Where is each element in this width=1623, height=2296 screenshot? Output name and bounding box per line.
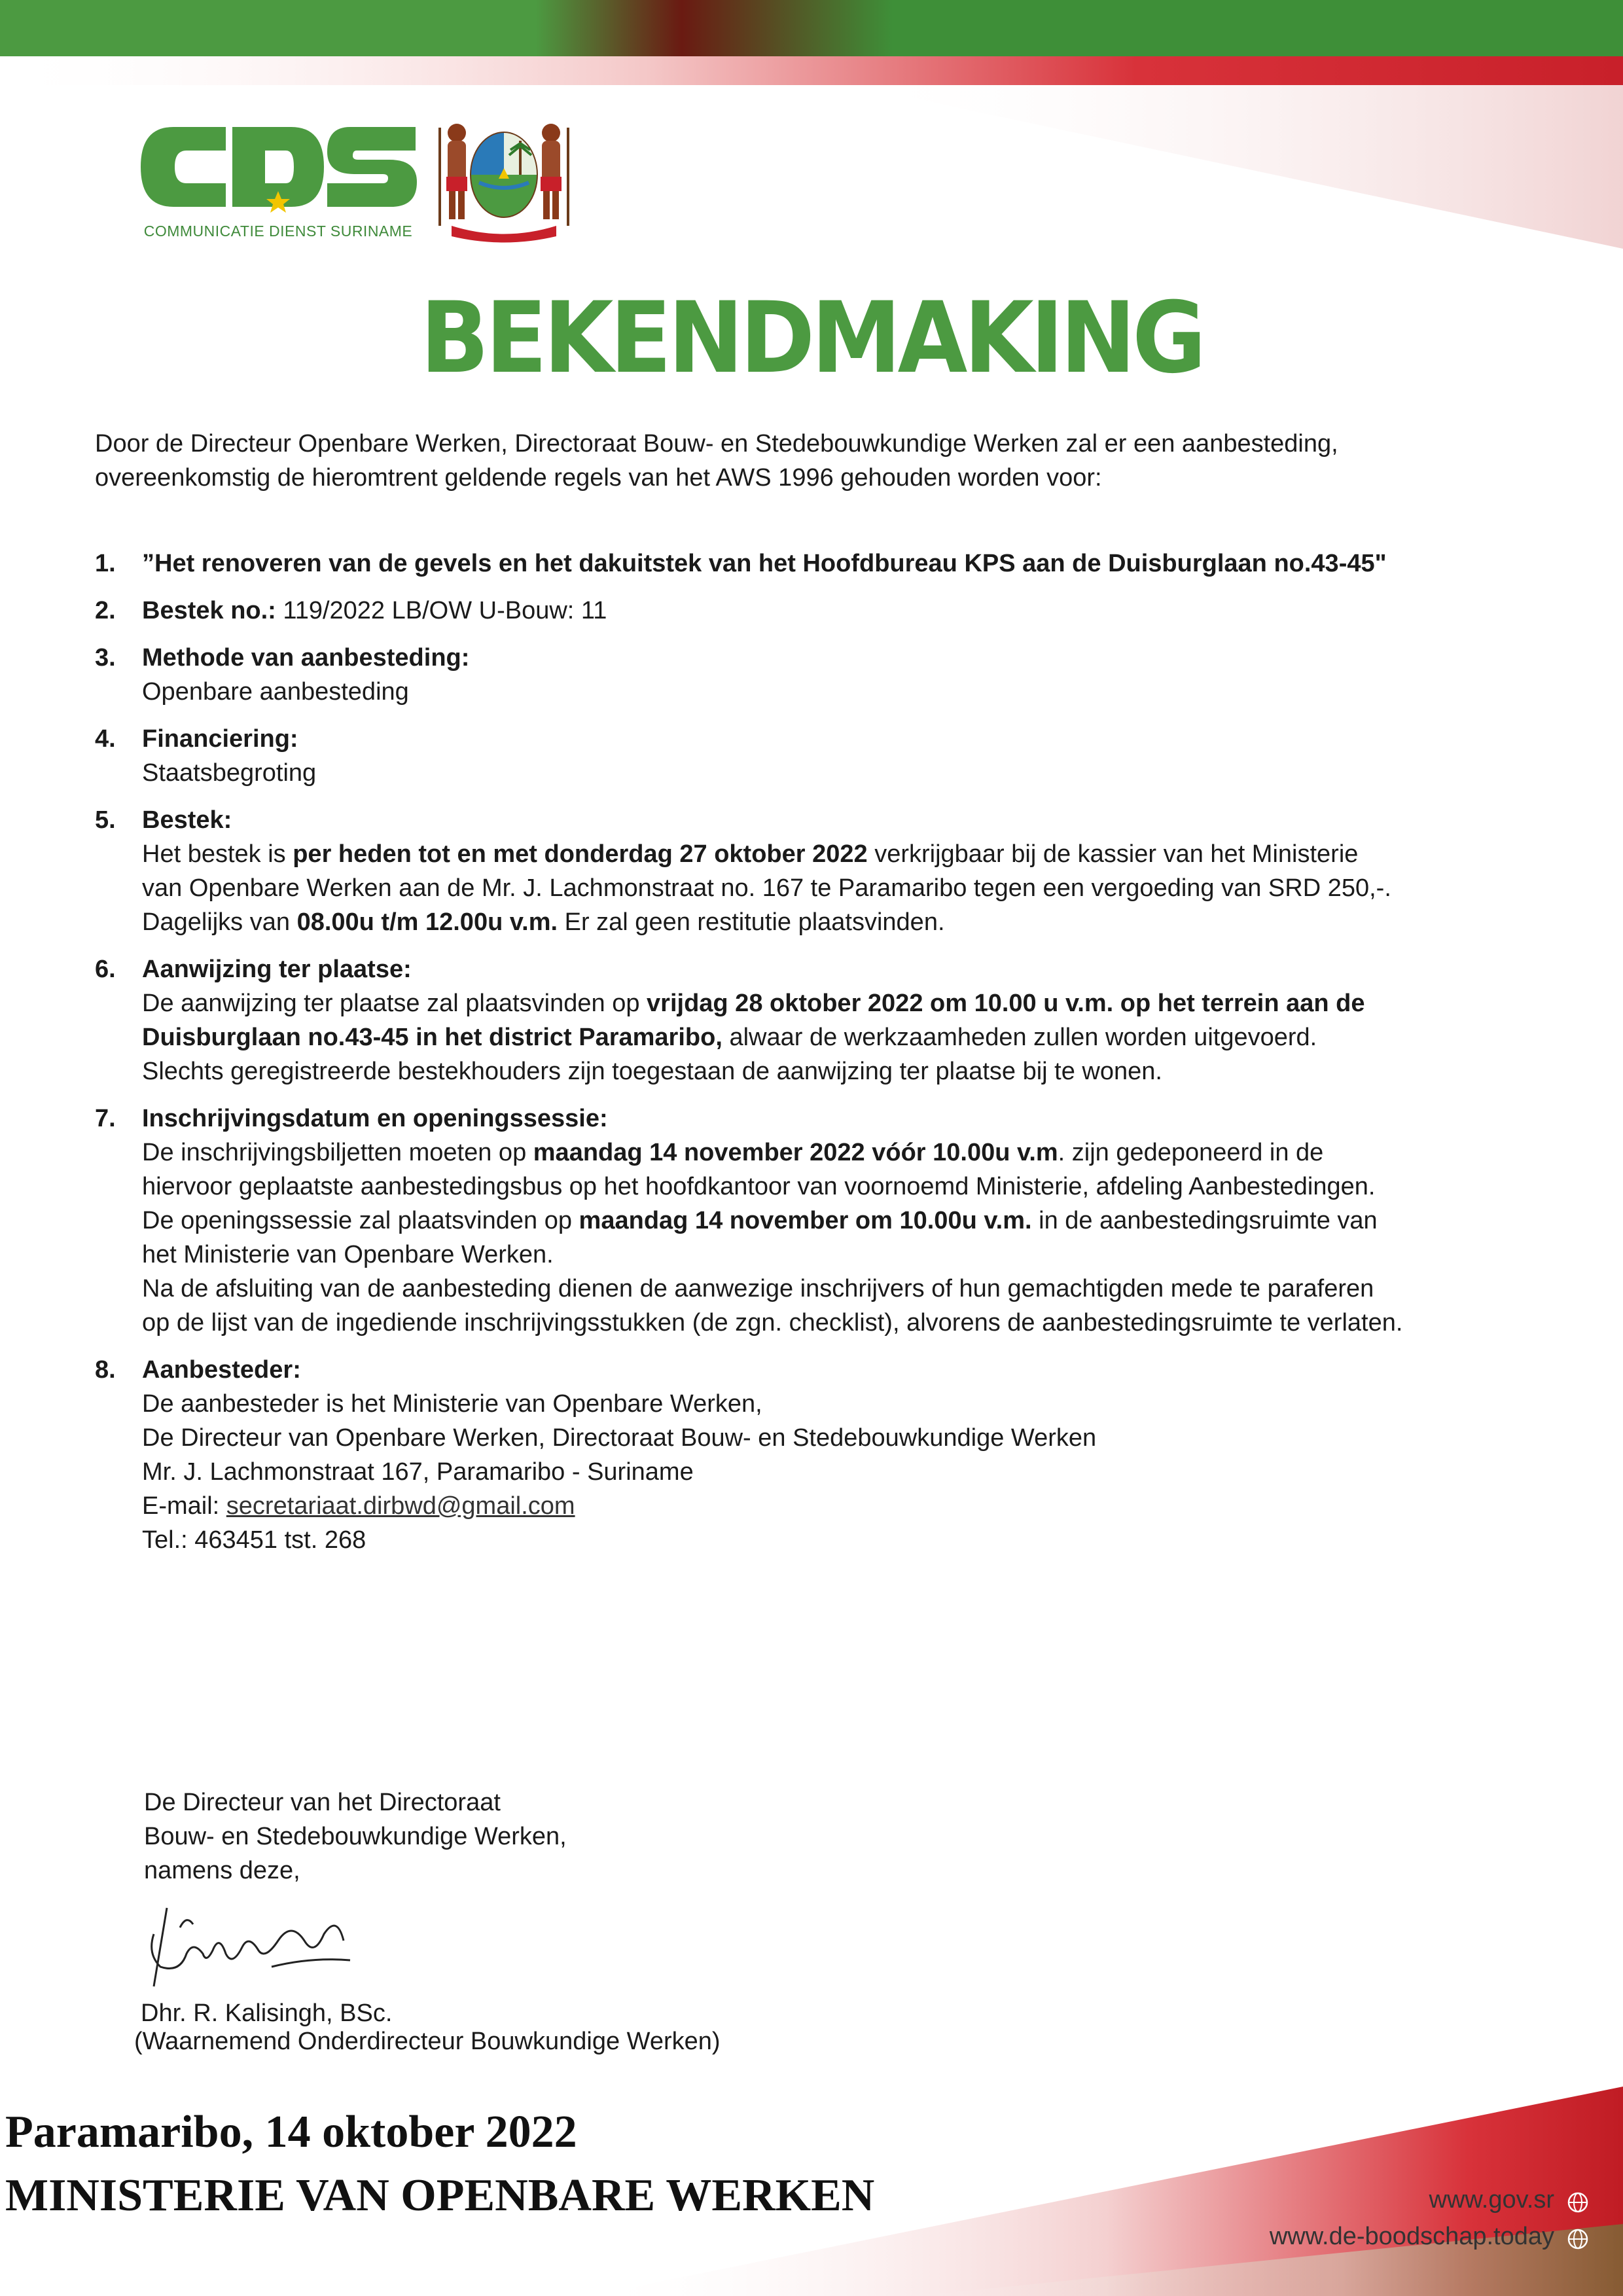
item-text: Na de afsluiting van de aanbesteding dienen de aanwezige inschrijvers of hun gemachtigden mede te paraferen op de lijst van de ingediende inschrijvingsstukken (de zgn. checklist), alvorens de aanbestedingsruimte te verlaten. [142,1275,1403,1336]
coat-of-arms-icon [425,115,582,245]
ministry-name: MINISTERIE VAN OPENBARE WERKEN [5,2170,875,2221]
list-number: 1. [95,550,116,577]
signer-role: (Waarnemend Onderdirecteur Bouwkundige Werken) [134,2028,721,2055]
phone-line: Tel.: 463451 tst. 268 [142,1526,366,1554]
item-label: Methode van aanbesteding: [142,644,470,672]
list-number: 6. [95,956,116,983]
announcement-list [95,547,1404,1570]
item-value: Openbare aanbesteding [142,678,409,706]
website-link-boodschap[interactable]: www.de-boodschap.today [1269,2223,1554,2250]
item-text: verkrijgbaar bij de kassier van het Ministerie van Openbare Werken aan de Mr. J. Lachmonstraat no. 167 te Paramaribo tegen een vergoeding van SRD 250,-. Dagelijks van [142,840,1391,936]
project-title: ”Het renoveren van de gevels en het dakuitstek van het Hoofdbureau KPS aan de Duisburglaan no.43-45" [142,550,1387,577]
item-text-bold: maandag 14 november om 10.00u v.m. [579,1207,1032,1234]
list-number: 2. [95,597,116,624]
globe-icon [1567,2191,1589,2214]
item-text: Er zal geen restitutie plaatsvinden. [558,908,945,936]
list-number: 3. [95,644,116,672]
item-text: alwaar de werkzaamheden zullen worden uitgevoerd. Slechts geregistreerde bestekhouders zijn toegestaan de aanwijzing ter plaatse bij te wonen. [142,1024,1317,1085]
list-item-4 [95,722,1404,790]
list-number: 4. [95,725,116,753]
item-text-bold: 08.00u t/m 12.00u v.m. [296,908,558,936]
header-decoration [0,0,1623,85]
list-item-1 [95,547,1404,581]
list-item-8 [95,1353,1404,1557]
item-text-bold: maandag 14 november 2022 vóór 10.00u v.m [533,1139,1058,1166]
item-label: Inschrijvingsdatum en openingssessie: [142,1105,608,1132]
page-title: BEKENDMAKING [420,281,1203,395]
list-item-7 [95,1102,1404,1340]
signer-name: Dhr. R. Kalisingh, BSc. [141,2000,393,2027]
signoff-line: namens deze, [144,1857,300,1884]
item-label: Aanbesteder: [142,1356,301,1384]
header-wedge-decoration [851,85,1623,249]
email-line [142,1489,1404,1523]
item-label: Bestek: [142,806,232,834]
list-item-5 [95,803,1404,939]
list-item-6 [95,952,1404,1088]
item-text: De inschrijvingsbiljetten moeten op [142,1139,533,1166]
item-text: . zijn gedeponeerd in de hiervoor geplaatste aanbestedingsbus op het hoofdkantoor van voornoemd Ministerie, afdeling Aanbestedingen. De openingssessie zal plaatsvinden op [142,1139,1376,1234]
item-label: Financiering: [142,725,298,753]
item-label: Aanwijzing ter plaatse: [142,956,412,983]
logo-subtitle: COMMUNICATIE DIENST SURINAME [143,223,413,240]
item-value: 119/2022 LB/OW U-Bouw: 11 [276,597,607,624]
address-line: De Directeur van Openbare Werken, Directoraat Bouw- en Stedebouwkundige Werken [142,1424,1097,1452]
handwritten-signature [141,1895,363,2000]
item-text: Het bestek is [142,840,293,868]
intro-paragraph: Door de Directeur Openbare Werken, Directoraat Bouw- en Stedebouwkundige Werken zal er een aanbesteding, overeenkomstig de hieromtrent geldende regels van het AWS 1996 gehouden worden voor: [95,430,1338,492]
email-link[interactable]: secretariaat.dirbwd@gmail.com [226,1492,575,1520]
signoff-line: Bouw- en Stedebouwkundige Werken, [144,1823,567,1850]
place-date: Paramaribo, 14 oktober 2022 [5,2107,577,2157]
address-line: De aanbesteder is het Ministerie van Openbare Werken, [142,1390,762,1418]
item-value: Staatsbegroting [142,759,317,787]
signoff-block [144,1785,567,1888]
list-number: 8. [95,1356,116,1384]
website-link-govsr[interactable]: www.gov.sr [1429,2186,1554,2214]
list-item-3 [95,641,1404,709]
item-text-bold: per heden tot en met donderdag 27 oktober 2022 [293,840,868,868]
item-text: in de aanbestedingsruimte van het Ministerie van Openbare Werken. [142,1207,1378,1268]
email-label: E-mail: [142,1492,226,1520]
list-number: 7. [95,1105,116,1132]
list-number: 5. [95,806,116,834]
item-text-bold: vrijdag 28 oktober 2022 om 10.00 u v.m. op het terrein aan de Duisburglaan no.43-45 in het district Paramaribo, [142,990,1365,1051]
item-text: De aanwijzing ter plaatse zal plaatsvinden op [142,990,647,1017]
address-line: Mr. J. Lachmonstraat 167, Paramaribo - Suriname [142,1458,694,1486]
list-item-2 [95,594,1404,628]
item-label: Bestek no.: [142,597,276,624]
globe-icon [1567,2228,1589,2250]
signoff-line: De Directeur van het Directoraat [144,1789,501,1816]
